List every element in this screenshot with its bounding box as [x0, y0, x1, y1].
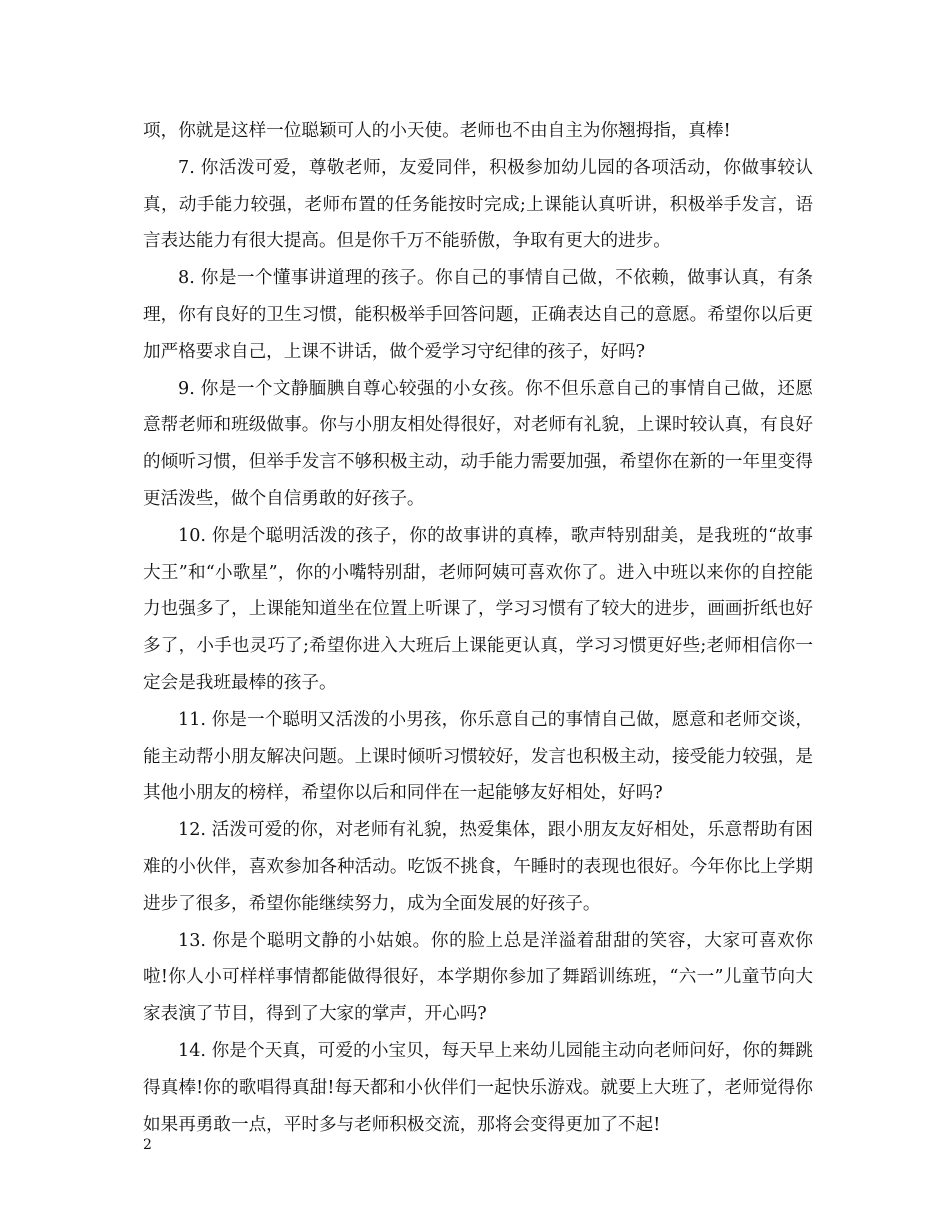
paragraph-item-11: 11. 你是一个聪明又活泼的小男孩，你乐意自己的事情自己做，愿意和老师交谈，能主动帮小朋友解决问题。上课时倾听习惯较好，发言也积极主动，接受能力较强，是其他小朋友的榜样，希望你以后和同伴在一起能够友好相处，好吗?	[143, 709, 813, 804]
paragraph-item-12: 12. 活泼可爱的你，对老师有礼貌，热爱集体，跟小朋友友好相处，乐意帮助有困难的小伙伴，喜欢参加各种活动。吃饭不挑食，午睡时的表现也很好。今年你比上学期进步了很多，希望你能继续努力，成为全面发展的好孩子。	[143, 820, 813, 914]
paragraph-item-10: 10. 你是个聪明活泼的孩子，你的故事讲的真棒，歌声特别甜美，是我班的“故事大王”和“小歌星”，你的小嘴特别甜，老师阿姨可喜欢你了。进入中班以来你的自控能力也强多了，上课能知道坐在位置上听课了，学习习惯有了较大的进步，画画折纸也好多了，小手也灵巧了;希望你进入大班后上课能更认真，学习习惯更好些;老师相信你一定会是我班最棒的孩子。	[143, 525, 813, 693]
document-body	[143, 113, 813, 1143]
page-number: 2	[143, 1137, 152, 1153]
paragraph-item-13: 13. 你是个聪明文静的小姑娘。你的脸上总是洋溢着甜甜的笑容，大家可喜欢你啦!你人小可样样事情都能做得很好，本学期你参加了舞蹈训练班，“六一”儿童节向大家表演了节目，得到了大家的掌声，开心吗?	[143, 930, 813, 1025]
paragraph-item-14: 14. 你是个天真，可爱的小宝贝，每天早上来幼儿园能主动向老师问好，你的舞跳得真棒!你的歌唱得真甜!每天都和小伙伴们一起快乐游戏。就要上大班了，老师觉得你如果再勇敢一点，平时多与老师积极交流，那将会变得更加了不起!	[143, 1040, 813, 1135]
paragraph-item-8: 8. 你是一个懂事讲道理的孩子。你自己的事情自己做，不依赖，做事认真，有条理，你有良好的卫生习惯，能积极举手回答问题，正确表达自己的意愿。希望你以后更加严格要求自己，上课不讲话，做个爱学习守纪律的孩子，好吗?	[143, 268, 813, 362]
paragraph-item-9: 9. 你是一个文静腼腆自尊心较强的小女孩。你不但乐意自己的事情自己做，还愿意帮老师和班级做事。你与小朋友相处得很好，对老师有礼貌，上课时较认真，有良好的倾听习惯，但举手发言不够积极主动，动手能力需要加强，希望你在新的一年里变得更活泼些，做个自信勇敢的好孩子。	[143, 378, 813, 509]
paragraph-continuation: 项，你就是这样一位聪颖可人的小天使。老师也不由自主为你翘拇指，真棒!	[143, 121, 731, 141]
paragraph-item-7: 7. 你活泼可爱，尊敬老师，友爱同伴，积极参加幼儿园的各项活动，你做事较认真，动手能力较强，老师布置的任务能按时完成;上课能认真听讲，积极举手发言，语言表达能力有很大提高。但是你千万不能骄傲，争取有更大的进步。	[143, 157, 813, 252]
